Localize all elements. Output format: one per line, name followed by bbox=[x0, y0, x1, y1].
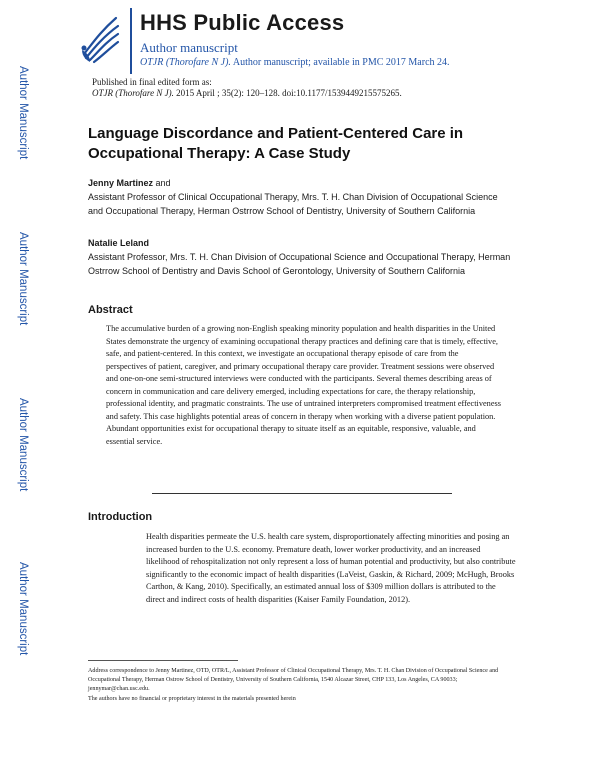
footnote-conflict: The authors have no financial or proprietary interest in the materials presented herein bbox=[88, 696, 296, 702]
availability-note: Author manuscript; available in PMC 2017 March 24. bbox=[230, 57, 450, 68]
side-label-2: Author Manuscript bbox=[17, 232, 29, 326]
citation-journal: OTJR (Thorofare N J). bbox=[92, 88, 174, 98]
introduction-heading: Introduction bbox=[88, 511, 153, 523]
footnote-divider bbox=[88, 660, 238, 661]
header-divider bbox=[130, 8, 132, 74]
published-label: Published in final edited form as: bbox=[92, 77, 212, 87]
author-1-and: and bbox=[153, 178, 171, 188]
article-title: Language Discordance and Patient-Centered Care in Occupational Therapy: A Case Study bbox=[88, 125, 464, 162]
abstract-text: The accumulative burden of a growing non-English speaking minority population and health disparities in the United States demonstrate the urgency of examining occupational therapy practices and defining care that is timely, effective, safe, and patient-centered. In this context, we investigate an occupational therapy episode of care from the perspectives of patient, caregiver, and primary occupational therapy care provider. Treatment sessions were observed and one-on-one semi-structured interviews were conducted with the participants. Several themes describing areas of concern in communication and care delivery emerged, including expectations for care, the therapy relationship, professional identity, and pragmatic constraints. The use of untrained interpreters compromised treatment effectiveness and safety. This case highlights potential areas of concern in therapy when working with a diverse patient population. Abundant opportunities exist for occupational therapy to situate itself as an equitable, responsive, valuable, and essential service. bbox=[106, 324, 501, 446]
citation-line bbox=[92, 88, 402, 98]
journal-name: OTJR (Thorofare N J). bbox=[140, 57, 231, 68]
abstract-divider bbox=[152, 493, 452, 494]
author-1-affiliation: Assistant Professor of Clinical Occupational Therapy, Mrs. T. H. Chan Division of Occupational Science and Occupational Therapy, Herman Ostrrow School of Dentistry, University of Southern California bbox=[88, 192, 498, 216]
hhs-title: HHS Public Access bbox=[140, 10, 345, 35]
author-1-name: Jenny Martinez bbox=[88, 178, 154, 188]
footnote-correspondence: Address correspondence to Jenny Martinez, OTD, OTR/L, Assistant Professor of Clinical Occupational Therapy, Mrs. T. H. Chan Division of Occupational Science and Occupational Therapy, Herman Ostrow School of Dentistry, University of Southern California, 1540 Alcazar Street, CHP 133, Los Angeles, CA 90033; jennymar@chan.usc.edu. bbox=[88, 668, 499, 692]
citation-details: 2015 April ; 35(2): 120–128. doi:10.1177/1539449215575265. bbox=[173, 88, 402, 98]
journal-availability bbox=[140, 57, 450, 68]
side-label-1: Author Manuscript bbox=[17, 66, 29, 160]
abstract-heading: Abstract bbox=[88, 304, 133, 316]
introduction-text: Health disparities permeate the U.S. health care system, disproportionately affecting minorities and posing an increased burden to the U.S. economy. Premature death, lower worker productivity, and an increased likelihood of rehospitalization not only represent a loss of human potential and productivity, but also contribute significantly to the economic impact of health disparities (LaVeist, Gaskin, & Richard, 2009; McHugh, Brooks Carthon, & Kang, 2010). Specifically, an estimated annual loss of $309 million dollars is attributed to the direct and indirect costs of health disparities (Kaiser Family Foundation, 2012). bbox=[146, 532, 516, 604]
side-label-4: Author Manuscript bbox=[17, 562, 29, 656]
author-1 bbox=[88, 178, 171, 188]
author-manuscript-label: Author manuscript bbox=[140, 40, 238, 55]
author-2-name: Natalie Leland bbox=[88, 238, 150, 248]
hhs-eagle-logo-icon bbox=[76, 10, 124, 66]
author-2-affiliation: Assistant Professor, Mrs. T. H. Chan Division of Occupational Science and Occupational Therapy, Herman Ostrrow School of Dentistry and Davis School of Gerontology, University of Southern California bbox=[88, 252, 511, 276]
side-label-3: Author Manuscript bbox=[17, 398, 29, 492]
